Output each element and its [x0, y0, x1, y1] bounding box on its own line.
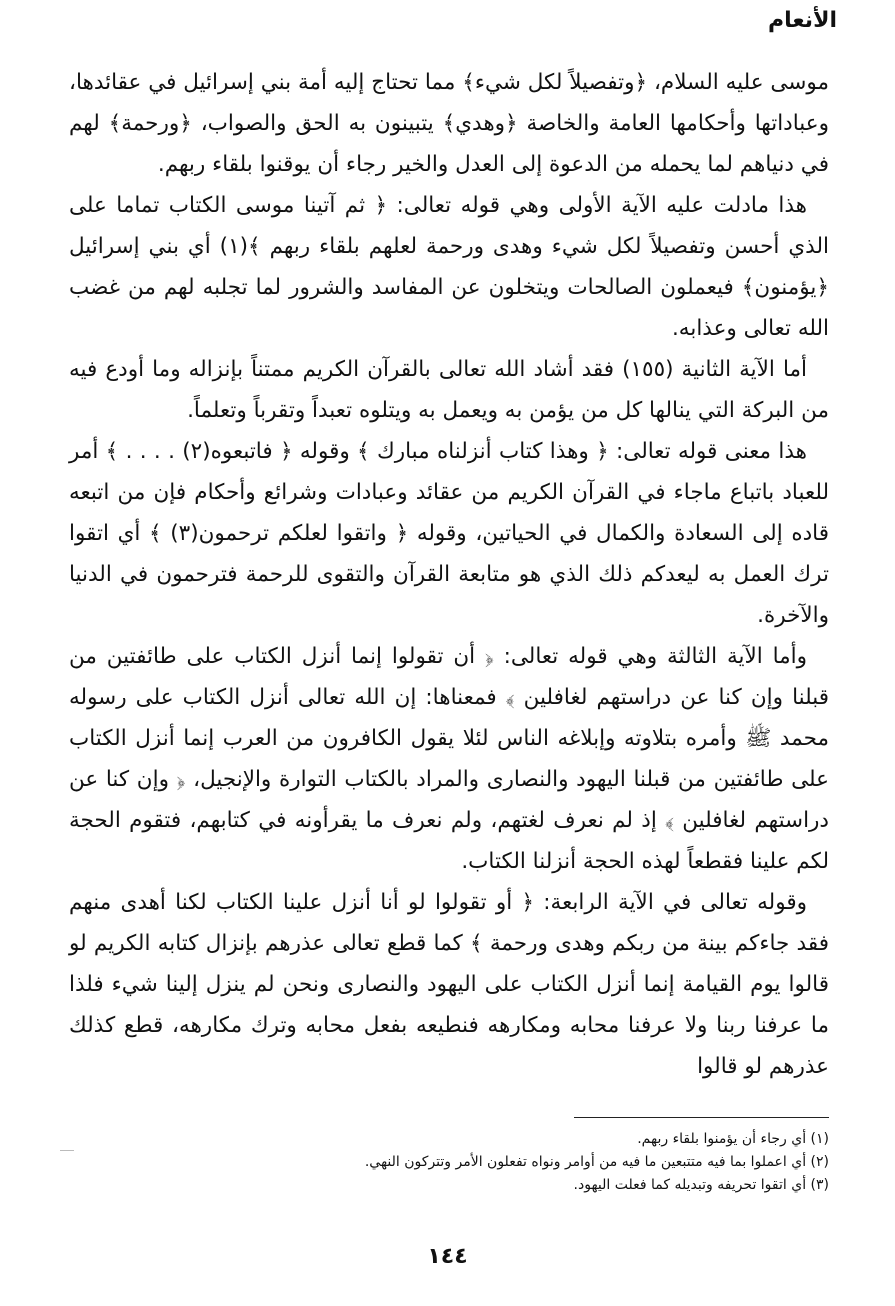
paragraph: أما الآية الثانية (١٥٥) فقد أشاد الله تعالى بالقرآن الكريم ممتناً بإنزاله وما أودع فيه من البركة التي ينالها كل من يؤمن به ويعمل به ويتلوه تعبداً وتقرباً وتعلماً.	[69, 357, 829, 423]
paragraph: هذا مادلت عليه الآية الأولى وهي قوله تعالى: ﴿ ثم آتينا موسى الكتاب تماما على الذي أحسن وتفصيلاً لكل شيء وهدى ورحمة لعلهم بلقاء ربهم ﴾(١) أي بني إسرائيل ﴿يؤمنون﴾ فيعملون الصالحات ويتخلون عن المفاسد والشرور لما تجلبه لهم من غضب الله تعالى وعذابه.	[69, 193, 829, 341]
margin-mark	[60, 1150, 74, 1151]
footnotes	[69, 1128, 829, 1197]
paragraph: هذا معنى قوله تعالى: ﴿ وهذا كتاب أنزلناه مبارك ﴾ وقوله ﴿ فاتبعوه(٢) . . . . ﴾ أمر للعباد باتباع ماجاء في القرآن الكريم من عقائد وعبادات وشرائع وأحكام فإن من اتبعه قاده إلى السعادة والكمال في الحياتين، وقوله ﴿ واتقوا لعلكم ترحمون(٣) ﴾ أي اتقوا ترك العمل به ليعدكم ذلك الذي هو متابعة القرآن والتقوى للرحمة فترحمون في الدنيا والآخرة.	[69, 439, 829, 628]
footnote: (١) أي رجاء أن يؤمنوا بلقاء ربهم.	[637, 1131, 829, 1147]
running-header: الأنعام	[768, 8, 837, 33]
footnote: (٣) أي اتقوا تحريفه وتبديله كما فعلت اليهود.	[573, 1177, 829, 1193]
footnote-divider	[574, 1117, 829, 1118]
page-number: ١٤٤	[427, 1244, 468, 1269]
main-text	[69, 62, 829, 1087]
paragraph: وقوله تعالى في الآية الرابعة: ﴿ أو تقولوا لو أنا أنزل علينا الكتاب لكنا أهدى منهم فقد جاءكم بينة من ربكم وهدى ورحمة ﴾ كما قطع تعالى عذرهم بإنزال كتابه الكريم لو قالوا يوم القيامة إنما أنزل الكتاب على اليهود والنصارى ونحن لم ينزل إلينا شيء فلذا ما عرفنا ربنا ولا عرفنا محابه ومكارهه فنطيعه بفعل محابه وترك مكارهه، قطع كذلك عذرهم لو قالوا	[69, 890, 829, 1079]
paragraph: موسى عليه السلام، ﴿وتفصيلاً لكل شيء﴾ مما تحتاج إليه أمة بني إسرائيل في عقائدها، وعباداتها وأحكامها العامة والخاصة ﴿وهدي﴾ يتبينون به الحق والصواب، ﴿ورحمة﴾ لهم في دنياهم لما يحمله من الدعوة إلى العدل والخير رجاء أن يوقنوا بلقاء ربهم.	[69, 70, 829, 177]
paragraph: وأما الآية الثالثة وهي قوله تعالى: ﴿ أن تقولوا إنما أنزل الكتاب على طائفتين من قبلنا وإن كنا عن دراستهم لغافلين ﴾ فمعناها: إن الله تعالى أنزل الكتاب على رسوله محمد ﷺ وأمره بتلاوته وإبلاغه الناس لئلا يقول الكافرون من العرب إنما أنزل الكتاب على طائفتين من قبلنا اليهود والنصارى والمراد بالكتاب التوارة والإنجيل، ﴿ وإن كنا عن دراستهم لغافلين ﴾ إذ لم نعرف لغتهم، ولم نعرف ما يقرأونه في كتابهم، فتقوم الحجة لكم علينا فقطعاً لهذه الحجة أنزلنا الكتاب.	[69, 644, 829, 874]
footnote: (٢) أي اعملوا بما فيه متتبعين ما فيه من أوامر ونواه تفعلون الأمر وتتركون النهي.	[364, 1154, 829, 1170]
